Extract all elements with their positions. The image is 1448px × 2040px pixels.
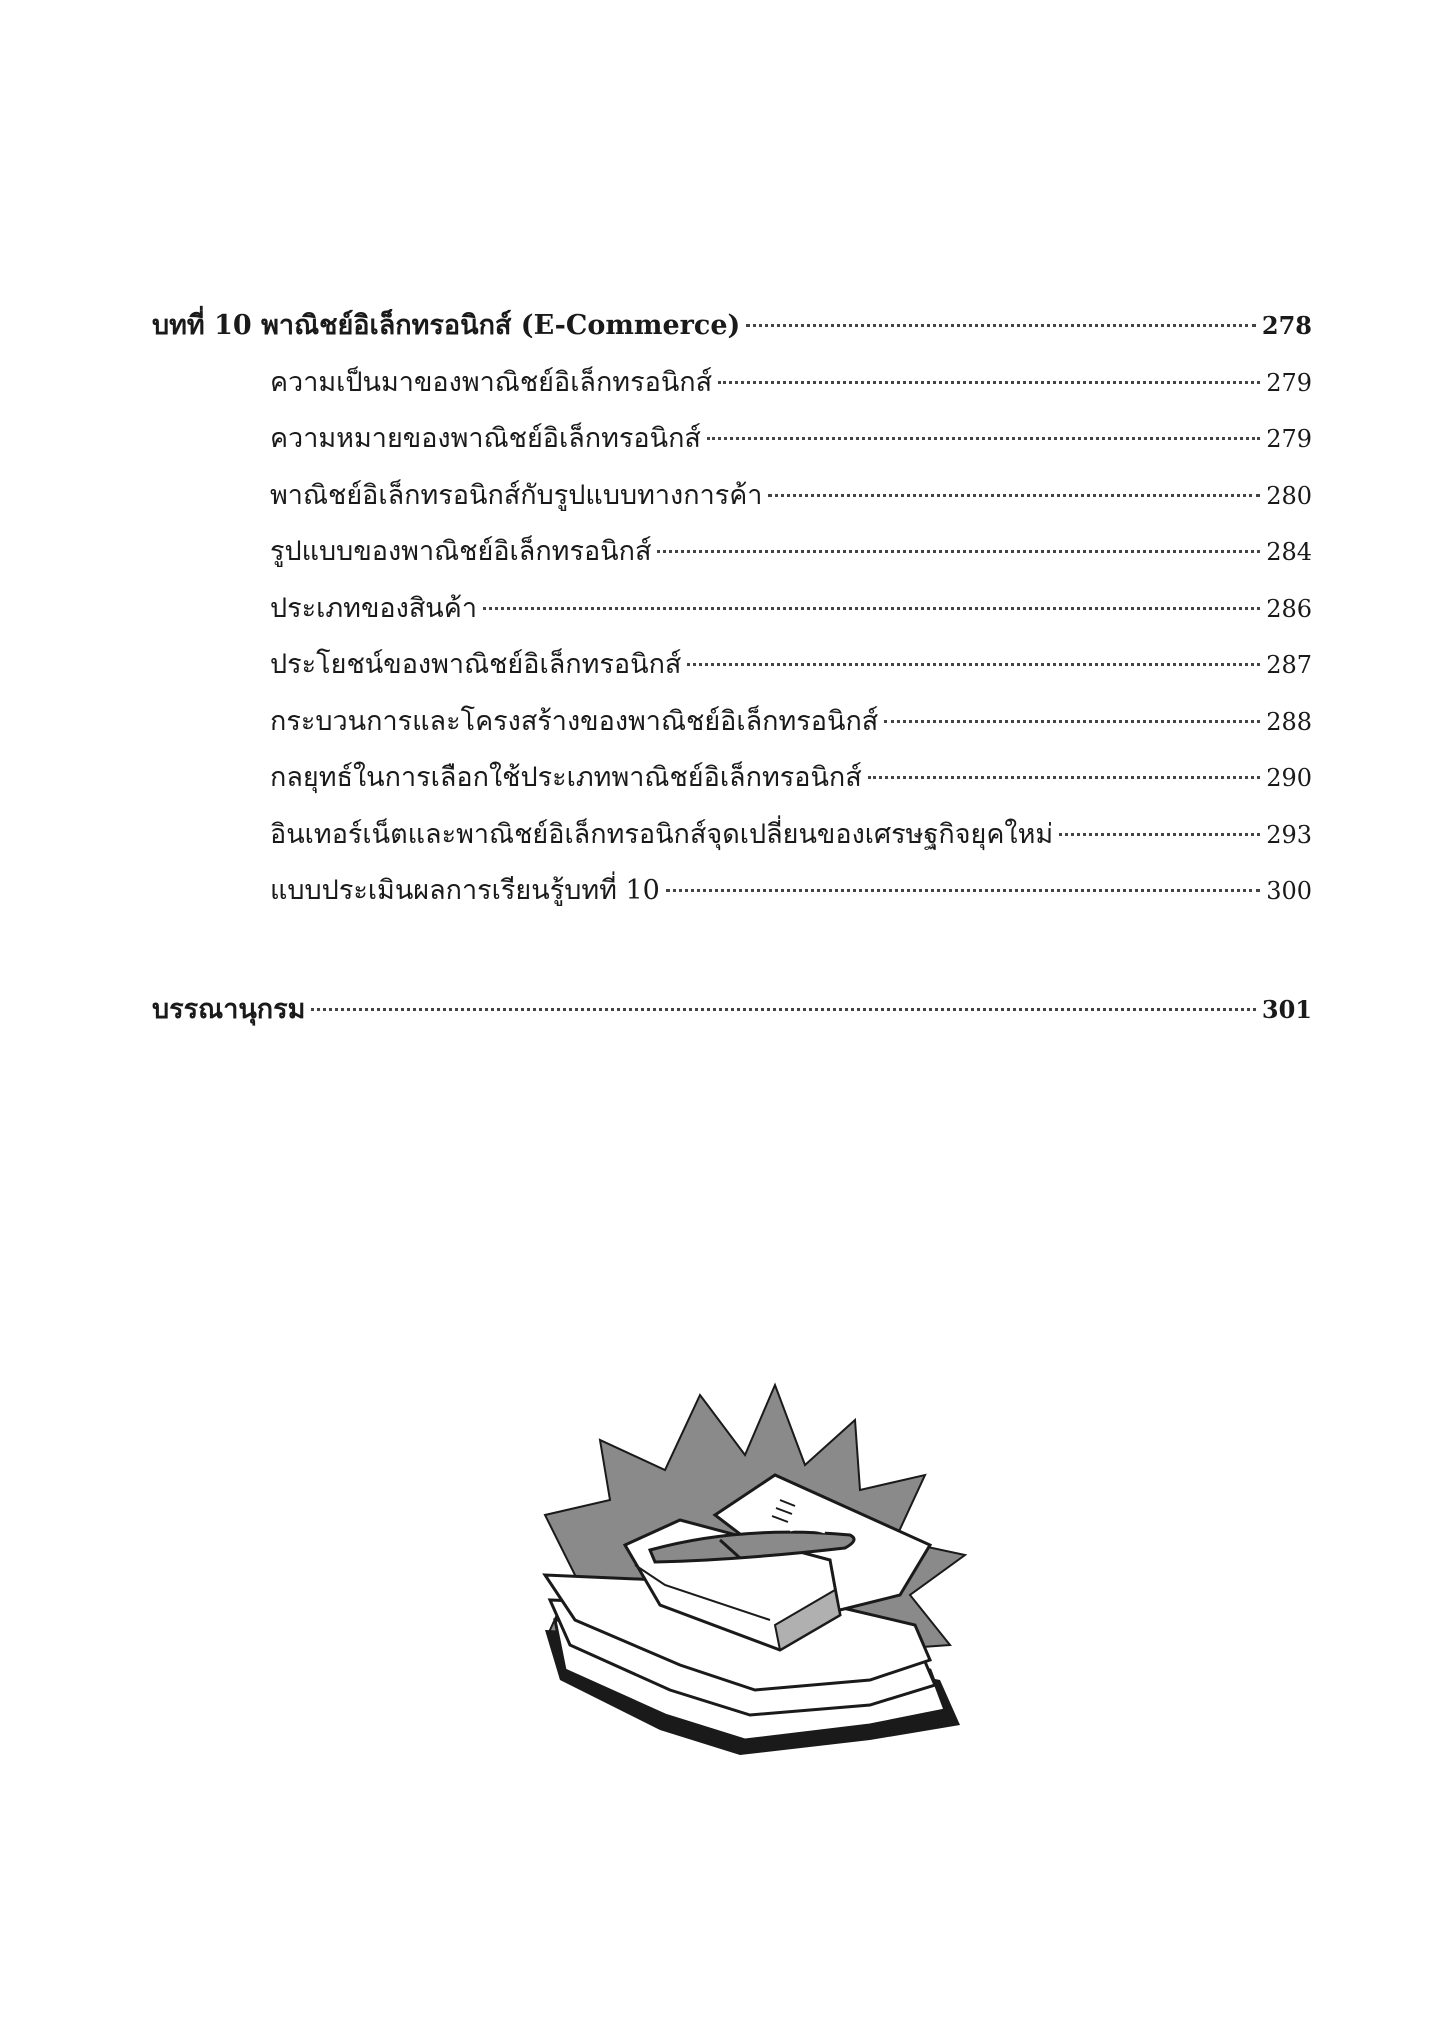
page-number: 293	[1266, 820, 1312, 849]
dot-leader	[884, 720, 1260, 723]
entry-title: ประโยชน์ของพาณิชย์อิเล็กทรอนิกส์	[270, 649, 682, 680]
toc-entry[interactable]	[152, 807, 1312, 864]
page-number: 300	[1266, 877, 1312, 905]
entry-title: พาณิชย์อิเล็กทรอนิกส์กับรูปแบบทางการค้า	[270, 479, 763, 511]
toc-entry[interactable]	[152, 637, 1312, 694]
page-number: 279	[1266, 368, 1312, 397]
entry-title: ความเป็นมาของพาณิชย์อิเล็กทรอนิกส์	[270, 366, 713, 398]
page-number: 301	[1261, 994, 1312, 1024]
page-number: 279	[1266, 425, 1312, 453]
entry-title: อินเทอร์เน็ตและพาณิชย์อิเล็กทรอนิกส์จุดเปลี่ยนของเศรษฐกิจยุคใหม่	[270, 818, 1054, 850]
toc-bibliography-entry[interactable]	[152, 982, 1312, 1039]
dot-leader	[1059, 833, 1260, 836]
entry-title: ประเภทของสินค้า	[270, 592, 477, 624]
toc-entry[interactable]	[152, 355, 1312, 412]
entry-title: กระบวนการและโครงสร้างของพาณิชย์อิเล็กทรอนิกส์	[270, 705, 879, 737]
page-number: 287	[1266, 651, 1312, 679]
dot-leader	[768, 494, 1260, 497]
dot-leader	[687, 663, 1260, 666]
dot-leader	[657, 550, 1260, 553]
page-number: 286	[1266, 594, 1312, 623]
entry-title: ความหมายของพาณิชย์อิเล็กทรอนิกส์	[270, 423, 701, 454]
page-number: 290	[1266, 764, 1312, 792]
toc-entry[interactable]	[152, 524, 1312, 581]
page-number: 284	[1266, 538, 1312, 566]
dot-leader	[746, 324, 1256, 327]
toc-chapter-entry[interactable]	[152, 298, 1312, 355]
bibliography-title: บรรณานุกรม	[152, 993, 306, 1025]
page-number: 280	[1266, 481, 1312, 510]
papers-and-pen-icon	[540, 1380, 980, 1760]
page-number: 278	[1261, 311, 1312, 340]
table-of-contents	[152, 298, 1312, 1038]
chapter-title: บทที่ 10 พาณิชย์อิเล็กทรอนิกส์ (E-Commerce)	[152, 310, 741, 341]
entry-title: รูปแบบของพาณิชย์อิเล็กทรอนิกส์	[270, 536, 652, 567]
dot-leader	[311, 1008, 1255, 1011]
toc-entry[interactable]	[152, 750, 1312, 807]
dot-leader	[707, 437, 1260, 440]
toc-entry[interactable]	[152, 411, 1312, 468]
toc-entry[interactable]	[152, 468, 1312, 525]
dot-leader	[868, 776, 1260, 779]
dot-leader	[718, 381, 1260, 384]
dot-leader	[666, 889, 1260, 892]
dot-leader	[483, 607, 1260, 610]
entry-title: กลยุทธ์ในการเลือกใช้ประเภทพาณิชย์อิเล็กทรอนิกส์	[270, 762, 862, 793]
toc-entry[interactable]	[152, 694, 1312, 751]
toc-entry[interactable]	[152, 581, 1312, 638]
toc-entry[interactable]	[152, 863, 1312, 920]
entry-title: แบบประเมินผลการเรียนรู้บทที่ 10	[270, 875, 660, 906]
page-number: 288	[1266, 707, 1312, 736]
